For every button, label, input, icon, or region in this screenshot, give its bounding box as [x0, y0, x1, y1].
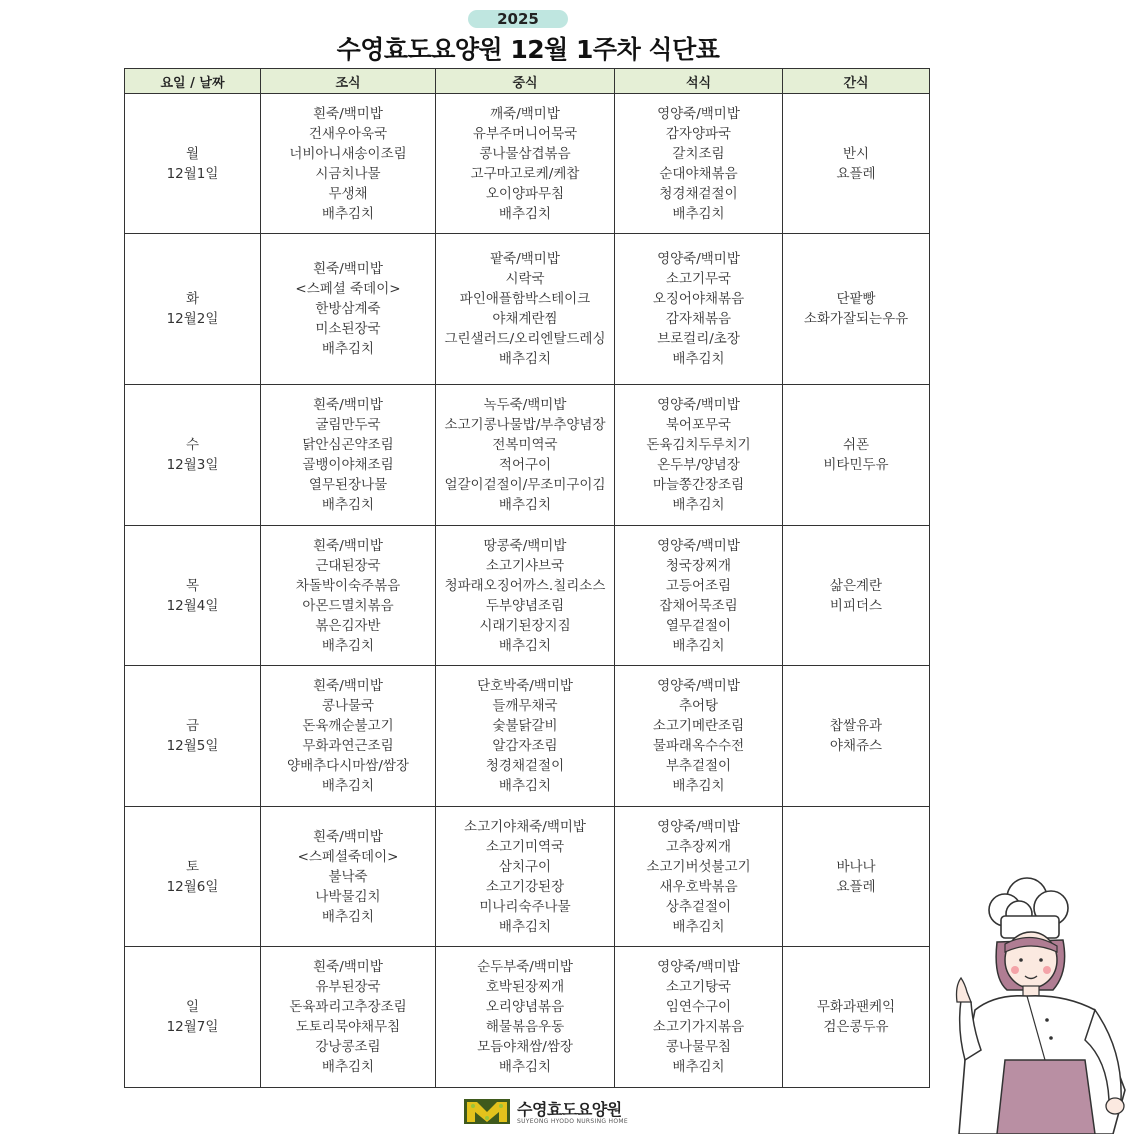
snack-item: 찹쌀유과 [829, 718, 883, 734]
lunch-item: 청파래오징어까스.칠리소스 [444, 577, 606, 594]
breakfast-item: 유부된장국 [315, 979, 381, 995]
dinner-cell [615, 947, 783, 1088]
day-name: 월 [185, 145, 200, 162]
dinner-cell [615, 234, 783, 385]
breakfast-item: 굴림만두국 [315, 417, 381, 433]
lunch-item: 야채계란찜 [492, 311, 558, 327]
dinner-item: 청국장찌개 [665, 557, 732, 574]
day-date: 12월3일 [166, 457, 219, 473]
breakfast-item: <스페셜 죽데이> [295, 281, 401, 297]
lunch-item: 소고기미역국 [485, 838, 565, 855]
snack-item: 소화가잘되는우유 [803, 311, 909, 327]
table-row [125, 234, 930, 385]
dinner-item: 배추김치 [672, 497, 725, 513]
snack-item: 삶은계란 [829, 577, 883, 594]
lunch-item: 청경채겉절이 [485, 758, 565, 774]
dinner-item: 북어포무국 [665, 417, 732, 433]
dinner-item: 소고기버섯불고기 [646, 858, 751, 875]
column-header-dinner: 석식 [615, 69, 783, 94]
lunch-cell [436, 94, 615, 234]
breakfast-item: 열무된장나물 [308, 477, 388, 493]
dinner-item: 부추겉절이 [665, 758, 732, 774]
breakfast-item: 돈육깨순불고기 [302, 718, 394, 734]
breakfast-item: 한방삼계죽 [315, 301, 381, 317]
lunch-item: 삼치구이 [498, 858, 552, 875]
breakfast-cell [261, 526, 436, 666]
table-row [125, 666, 930, 807]
dinner-item: 브로컬리/초장 [657, 331, 740, 347]
day-cell [125, 807, 261, 947]
day-cell [125, 666, 261, 807]
lunch-item: 배추김치 [498, 918, 552, 935]
snack-item: 단팥빵 [836, 291, 876, 307]
breakfast-item: 강낭콩조림 [315, 1039, 381, 1055]
dinner-item: 영양죽/백미밥 [657, 105, 740, 122]
snack-item: 무화과팬케익 [816, 999, 896, 1015]
breakfast-item: 건새우아욱국 [308, 125, 388, 142]
lunch-item: 전복미역국 [492, 437, 558, 453]
breakfast-cell [261, 947, 436, 1088]
nursing-home-logo-icon [463, 1096, 511, 1126]
dinner-item: 청경채겉절이 [659, 185, 738, 202]
breakfast-item: 차돌박이숙주볶음 [295, 577, 401, 594]
breakfast-item: 배추김치 [321, 205, 375, 222]
breakfast-item: 흰죽/백미밥 [313, 959, 383, 975]
lunch-item: 오리양념볶음 [485, 999, 565, 1015]
lunch-cell [436, 234, 615, 385]
breakfast-item: 배추김치 [321, 497, 375, 513]
dinner-item: 물파래옥수수전 [652, 738, 745, 754]
dinner-item: 열무겉절이 [665, 617, 732, 634]
breakfast-item: 배추김치 [321, 908, 375, 925]
breakfast-item: 흰죽/백미밥 [313, 105, 383, 122]
breakfast-item: 배추김치 [321, 637, 375, 654]
lunch-item: 들깨무채국 [492, 698, 558, 714]
lunch-item: 호박된장찌개 [485, 979, 565, 995]
lunch-item: 파인애플함박스테이크 [459, 291, 591, 307]
table-row [125, 807, 930, 947]
dinner-item: 잡채어묵조림 [659, 597, 738, 614]
lunch-item: 단호박죽/백미밥 [477, 678, 573, 694]
snack-cell [783, 947, 930, 1088]
lunch-item: 소고기샤브국 [485, 557, 565, 574]
breakfast-item: 볶은김자반 [315, 617, 381, 634]
lunch-item: 깨죽/백미밥 [490, 105, 560, 122]
lunch-item: 고구마고로케/케찹 [470, 165, 580, 182]
breakfast-item: 배추김치 [321, 341, 375, 357]
lunch-item: 유부주머니어묵국 [472, 125, 578, 142]
logo-subtitle: SUYEONG HYODO NURSING HOME [517, 1118, 628, 1125]
dinner-cell [615, 385, 783, 526]
dinner-item: 순대야채볶음 [659, 165, 738, 182]
lunch-item: 녹두죽/백미밥 [483, 397, 567, 413]
breakfast-item: 시금치나물 [315, 165, 381, 182]
lunch-item: 땅콩죽/백미밥 [483, 537, 567, 554]
lunch-item: 배추김치 [498, 637, 552, 654]
day-name: 수 [185, 437, 200, 453]
breakfast-cell [261, 385, 436, 526]
table-header-row [125, 69, 930, 94]
day-date: 12월2일 [166, 311, 219, 327]
breakfast-item: 무화과연근조림 [302, 738, 394, 754]
day-date: 12월1일 [166, 165, 219, 182]
lunch-cell [436, 385, 615, 526]
dinner-item: 소고기가지볶음 [652, 1019, 745, 1035]
breakfast-item: 흰죽/백미밥 [313, 828, 383, 845]
breakfast-item: 미소된장국 [315, 321, 381, 337]
lunch-item: 두부양념조림 [485, 597, 565, 614]
snack-item: 검은콩두유 [823, 1019, 889, 1035]
dinner-item: 배추김치 [672, 918, 725, 935]
dinner-item: 소고기무국 [665, 271, 732, 287]
chef-illustration [935, 860, 1134, 1134]
dinner-item: 새우호박볶음 [659, 878, 738, 895]
breakfast-item: 닭안심곤약조림 [302, 437, 394, 453]
dinner-item: 상추겉절이 [665, 898, 732, 915]
day-date: 12월4일 [166, 597, 219, 614]
breakfast-item: 흰죽/백미밥 [313, 397, 383, 413]
lunch-item: 배추김치 [498, 1059, 552, 1075]
snack-cell [783, 234, 930, 385]
snack-item: 요플레 [836, 165, 876, 182]
snack-cell [783, 666, 930, 807]
breakfast-item: 도토리묵야채무침 [295, 1019, 401, 1035]
lunch-item: 미나리숙주나물 [479, 898, 571, 915]
breakfast-item: 흰죽/백미밥 [313, 261, 383, 277]
lunch-item: 배추김치 [498, 778, 552, 794]
lunch-item: 배추김치 [498, 205, 552, 222]
dinner-item: 배추김치 [672, 1059, 725, 1075]
breakfast-item: 양배추다시마쌈/쌈장 [287, 758, 409, 774]
dinner-item: 감자양파국 [665, 125, 732, 142]
dinner-item: 영양죽/백미밥 [657, 537, 740, 554]
meal-table [124, 68, 930, 1088]
day-date: 12월6일 [166, 878, 219, 895]
dinner-item: 온두부/양념장 [657, 457, 740, 473]
footer-logo [463, 1094, 653, 1130]
day-cell [125, 526, 261, 666]
snack-item: 반시 [842, 145, 870, 162]
snack-item: 야채쥬스 [829, 738, 883, 754]
day-name: 화 [185, 291, 200, 307]
dinner-item: 임연수구이 [665, 999, 732, 1015]
breakfast-item: 아몬드멸치볶음 [302, 597, 394, 614]
breakfast-cell [261, 807, 436, 947]
lunch-item: 해물볶음우동 [485, 1019, 565, 1035]
breakfast-item: 골뱅이야채조림 [302, 457, 394, 473]
column-header-day: 요일 / 날짜 [125, 69, 261, 94]
snack-item: 바나나 [836, 858, 876, 875]
breakfast-item: 콩나물국 [321, 698, 375, 714]
breakfast-cell [261, 666, 436, 807]
lunch-item: 오이양파무침 [485, 185, 565, 202]
breakfast-item: 흰죽/백미밥 [313, 537, 383, 554]
dinner-item: 고등어조림 [665, 577, 732, 594]
day-name: 금 [185, 718, 200, 734]
lunch-cell [436, 947, 615, 1088]
table-row [125, 94, 930, 234]
lunch-item: 시락국 [505, 271, 545, 287]
snack-item: 쉬폰 [842, 437, 870, 453]
breakfast-cell [261, 234, 436, 385]
breakfast-item: 근대된장국 [315, 557, 381, 574]
lunch-cell [436, 526, 615, 666]
lunch-item: 순두부죽/백미밥 [477, 959, 573, 975]
day-date: 12월5일 [166, 738, 219, 754]
table-row [125, 385, 930, 526]
lunch-item: 알감자조림 [492, 738, 558, 754]
lunch-item: 소고기강된장 [485, 878, 565, 895]
lunch-item: 얼갈이겉절이/무조미구이김 [444, 477, 606, 493]
breakfast-item: 무생채 [328, 185, 368, 202]
dinner-item: 콩나물무침 [665, 1039, 732, 1055]
breakfast-item: 불낙죽 [328, 868, 368, 885]
snack-item: 비타민두유 [823, 457, 889, 473]
column-header-snack: 간식 [783, 69, 930, 94]
day-name: 토 [185, 858, 200, 875]
day-date: 12월7일 [166, 1019, 219, 1035]
dinner-item: 배추김치 [672, 778, 725, 794]
breakfast-item: 돈육꽈리고추장조림 [289, 999, 407, 1015]
dinner-item: 영양죽/백미밥 [657, 397, 740, 413]
snack-cell [783, 94, 930, 234]
snack-cell [783, 385, 930, 526]
table-row [125, 947, 930, 1088]
lunch-item: 모듬야채쌈/쌈장 [477, 1039, 573, 1055]
year-badge: 2025 [468, 10, 568, 28]
page-title: 수영효도요양원 12월 1주차 식단표 [336, 35, 720, 64]
dinner-item: 감자채볶음 [665, 311, 732, 327]
lunch-item: 시래기된장지짐 [479, 617, 571, 634]
dinner-item: 갈치조림 [672, 145, 725, 162]
dinner-item: 마늘쫑간장조림 [652, 477, 745, 493]
dinner-item: 추어탕 [678, 698, 719, 714]
dinner-item: 배추김치 [672, 205, 725, 222]
dinner-item: 돈육김치두루치기 [646, 437, 751, 453]
day-cell [125, 947, 261, 1088]
breakfast-item: 너비아니새송이조림 [289, 145, 407, 162]
dinner-item: 배추김치 [672, 351, 725, 367]
dinner-item: 소고기메란조림 [652, 718, 745, 734]
lunch-item: 숯불닭갈비 [492, 718, 558, 734]
snack-item: 비피더스 [829, 597, 883, 614]
lunch-item: 소고기야채죽/백미밥 [464, 818, 586, 835]
snack-cell [783, 807, 930, 947]
lunch-item: 배추김치 [498, 497, 552, 513]
lunch-cell [436, 807, 615, 947]
lunch-item: 팥죽/백미밥 [490, 251, 560, 267]
dinner-cell [615, 94, 783, 234]
dinner-item: 영양죽/백미밥 [657, 678, 740, 694]
day-name: 일 [185, 999, 200, 1015]
lunch-item: 그린샐러드/오리엔탈드레싱 [444, 331, 606, 347]
dinner-item: 고추장찌개 [665, 838, 732, 855]
dinner-item: 소고기탕국 [665, 979, 732, 995]
snack-item: 요플레 [836, 878, 876, 895]
breakfast-item: 나박물김치 [315, 888, 381, 905]
dinner-item: 영양죽/백미밥 [657, 818, 740, 835]
snack-cell [783, 526, 930, 666]
column-header-breakfast: 조식 [261, 69, 436, 94]
lunch-item: 배추김치 [498, 351, 552, 367]
logo-name: 수영효도요양원 [517, 1100, 622, 1119]
dinner-item: 영양죽/백미밥 [657, 251, 740, 267]
breakfast-item: 흰죽/백미밥 [313, 678, 383, 694]
day-cell [125, 385, 261, 526]
dinner-cell [615, 807, 783, 947]
column-header-lunch: 중식 [436, 69, 615, 94]
breakfast-item: <스페셜죽데이> [297, 848, 399, 865]
day-cell [125, 94, 261, 234]
dinner-cell [615, 526, 783, 666]
day-name: 목 [185, 577, 200, 594]
table-row [125, 526, 930, 666]
lunch-item: 적어구이 [498, 457, 552, 473]
lunch-cell [436, 666, 615, 807]
breakfast-cell [261, 94, 436, 234]
lunch-item: 소고기콩나물밥/부추양념장 [444, 417, 606, 433]
lunch-item: 콩나물삼겹볶음 [479, 145, 571, 162]
dinner-item: 배추김치 [672, 637, 725, 654]
dinner-item: 영양죽/백미밥 [657, 959, 740, 975]
breakfast-item: 배추김치 [321, 778, 375, 794]
breakfast-item: 배추김치 [321, 1059, 375, 1075]
dinner-cell [615, 666, 783, 807]
day-cell [125, 234, 261, 385]
dinner-item: 오징어야채볶음 [652, 291, 745, 307]
